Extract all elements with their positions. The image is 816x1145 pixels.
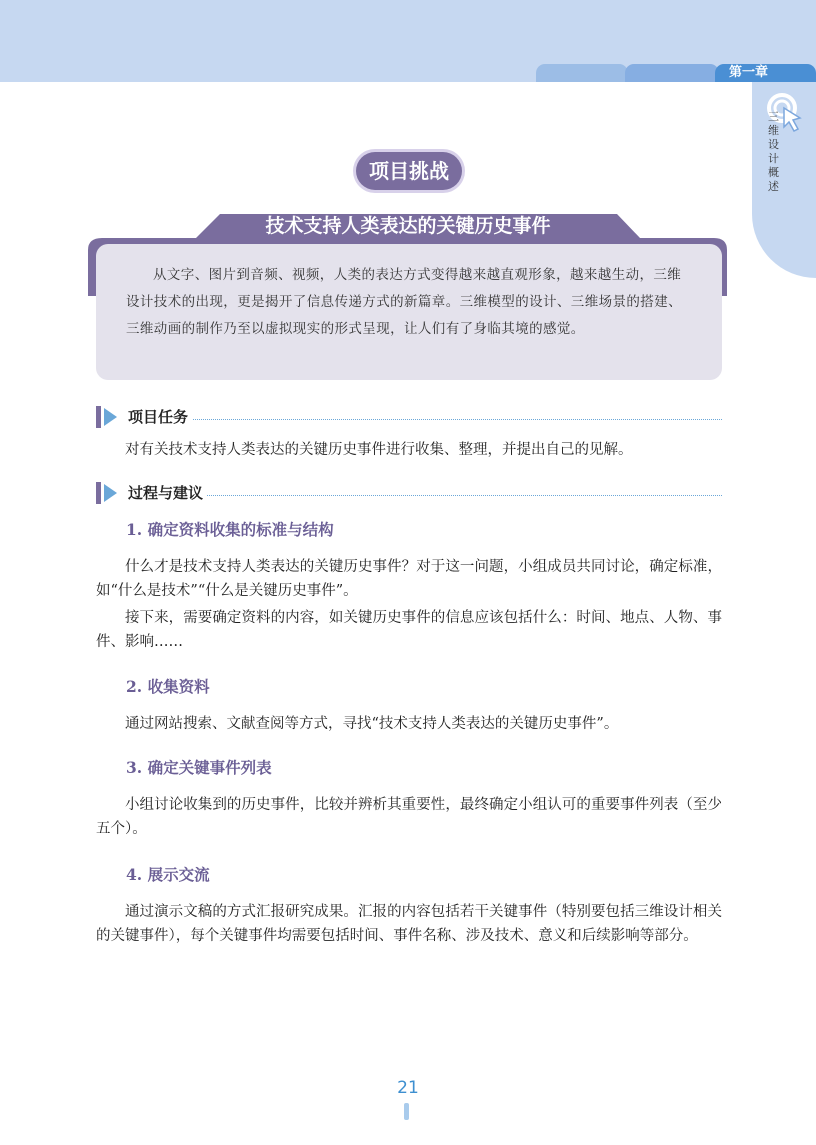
step-paragraph: 什么才是技术支持人类表达的关键历史事件？对于这一问题，小组成员共同讨论，确定标准，如“什么是技术”“什么是关键历史事件”。 bbox=[96, 559, 722, 599]
process-section-header bbox=[96, 480, 722, 506]
step-title: 3. 确定关键事件列表 bbox=[126, 758, 272, 777]
task-text: 对有关技术支持人类表达的关键历史事件进行收集、整理，并提出自己的见解。 bbox=[125, 442, 633, 458]
challenge-title: 技术支持人类表达的关键历史事件 bbox=[265, 215, 551, 237]
header-tab-2 bbox=[625, 64, 719, 82]
step-paragraph: 接下来，需要确定资料的内容，如关键历史事件的信息应该包括什么：时间、地点、人物、事件、影响…… bbox=[96, 610, 722, 650]
task-section-header bbox=[96, 404, 722, 430]
page-number-tick bbox=[404, 1103, 409, 1120]
section-heading: 项目任务 bbox=[128, 404, 192, 430]
section-divider bbox=[128, 495, 722, 496]
step-title: 1. 确定资料收集的标准与结构 bbox=[126, 520, 334, 539]
page-number: 21 bbox=[397, 1078, 419, 1098]
section-heading: 过程与建议 bbox=[128, 480, 207, 506]
step-paragraph: 通过演示文稿的方式汇报研究成果。汇报的内容包括若干关键事件（特别要包括三维设计相关的关键事件），每个关键事件均需要包括时间、事件名称、涉及技术、意义和后续影响等部分。 bbox=[96, 904, 722, 944]
chapter-title-vertical: 三维设计概述 bbox=[768, 110, 779, 193]
step-title: 4. 展示交流 bbox=[126, 865, 210, 884]
step-title: 2. 收集资料 bbox=[126, 677, 210, 696]
step-paragraph: 小组讨论收集到的历史事件，比较并辨析其重要性，最终确定小组认可的重要事件列表（至少五个）。 bbox=[96, 797, 722, 837]
chapter-side-panel bbox=[752, 82, 816, 278]
play-marker-icon bbox=[96, 406, 118, 428]
chapter-tab: 第一章 bbox=[715, 64, 816, 82]
section-divider bbox=[128, 419, 722, 420]
header-tab-1 bbox=[536, 64, 628, 82]
step-paragraph: 通过网站搜索、文献查阅等方式，寻找“技术支持人类表达的关键历史事件”。 bbox=[125, 716, 619, 732]
intro-text: 从文字、图片到音频、视频，人类的表达方式变得越来越直观形象，越来越生动，三维设计技术的出现，更是揭开了信息传递方式的新篇章。三维模型的设计、三维场景的搭建、三维动画的制作乃至以虚拟现实的形式呈现，让人们有了身临其境的感觉。 bbox=[126, 267, 682, 337]
project-challenge-badge: 项目挑战 bbox=[356, 152, 462, 190]
play-marker-icon bbox=[96, 482, 118, 504]
